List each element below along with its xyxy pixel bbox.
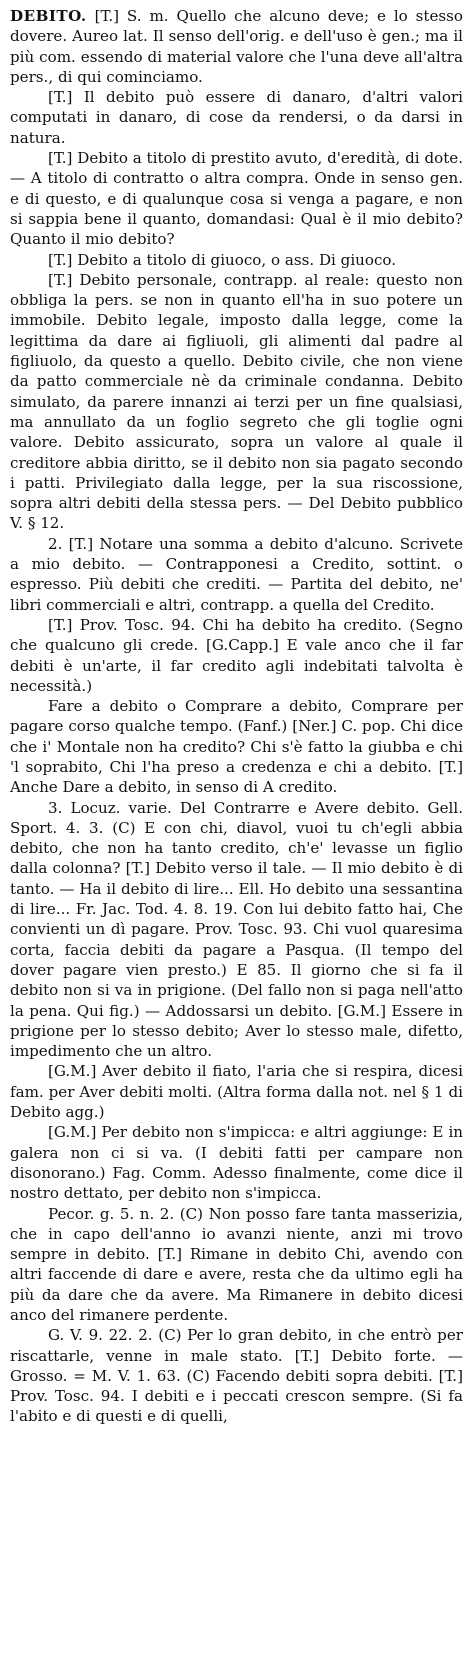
entry-paragraph: [T.] Debito personale, contrapp. al reale: questo non obbliga la pers. se non in quanto ell'ha in suo potere un immobile. Debito legale, imposto dalla legge, come la legittima da dare ai figliuoli, gli alimenti dal padre al figliuolo, da questo a quello. Debito civile, che non viene da patto commerciale nè da criminale condanna. Debito simulato, da parere innanzi ai terzi per un fine qualsiasi, ma annullato da un foglio segreto che gli toglie ogni valore. Debito assicurato, sopra un valore al quale il creditore abbia diritto, se il debito non sia pagato secondo i patti. Privilegiato dalla legge, per la sua riscossione, sopra altri debiti della stessa pers. — Del Debito pubblico V. § 12.: [10, 270, 463, 533]
entry-lead-text: [T.] S. m. Quello che alcuno deve; e lo stesso dovere. Aureo lat. Il senso dell'orig. e dell'uso è gen.; ma il più com. essendo di material valore che l'una deve all'altra pers., di qui cominciamo.: [10, 7, 463, 86]
entry-paragraph: [T.] Prov. Tosc. 94. Chi ha debito ha credito. (Segno che qualcuno gli crede. [G.Capp.] E vale anco che il far debiti è un'arte, il far credito agli indebitati talvolta è necessità.): [10, 615, 463, 695]
entry-paragraph: 2. [T.] Notare una somma a debito d'alcuno. Scrivete a mio debito. — Contrapponesi a Credito, sottint. o espresso. Più debiti che crediti. — Partita del debito, ne' libri commerciali e altri, contrapp. a quella del Credito.: [10, 534, 463, 614]
headword: DEBITO.: [10, 7, 87, 25]
entry-paragraph: [G.M.] Aver debito il fiato, l'aria che si respira, dicesi fam. per Aver debiti molti. (Altra forma dalla not. nel § 1 di Debito agg.): [10, 1062, 463, 1122]
entry-paragraph: [T.] Debito a titolo di prestito avuto, d'eredità, di dote. — A titolo di contratto o altra compra. Onde in senso gen. e di questo, e di qualunque cosa si venga a pagare, e non si sappia bene il quanto, domandasi: Qual è il mio debito? Quanto il mio debito?: [10, 149, 463, 249]
entry-paragraph: Fare a debito o Comprare a debito, Comprare per pagare corso qualche tempo. (Fanf.) [Ner.] C. pop. Chi dice che i' Montale non ha credito? Chi s'è fatto la giubba e chi 'l soprabito, Chi l'ha preso a credenza e chi a debito. [T.] Anche Dare a debito, in senso di A credito.: [10, 697, 463, 797]
entry-paragraph: [G.M.] Per debito non s'impicca: e altri aggiunge: E in galera non ci si va. (I debiti fatti per campare non disonorano.) Fag. Comm. Adesso finalmente, come dice il nostro dettato, per debito non s'impicca.: [10, 1123, 463, 1203]
entry-paragraph: 3. Locuz. varie. Del Contrarre e Avere debito. Gell. Sport. 4. 3. (C) E con chi, diavol, vuoi tu ch'egli abbia debito, che non ha tanto credito, ch'e' levasse un figlio dalla colonna? [T.] Debito verso il tale. — Il mio debito è di tanto. — Ha il debito di lire... Ell. Ho debito una sessantina di lire... Fr. Jac. Tod. 4. 8. 19. Con lui debito fatto hai, Che convienti un dì pagare. Prov. Tosc. 93. Chi vuol quaresima corta, faccia debiti da pagare a Pasqua. (Il tempo del dover pagare vien presto.) E 85. Il giorno che si fa il debito non si va in prigione. (Del fallo non si paga nell'atto la pena. Qui fig.) — Addossarsi un debito. [G.M.] Essere in prigione per lo stesso debito; Aver lo stesso male, difetto, impedimento che un altro.: [10, 798, 463, 1061]
entry-paragraph-lead: [10, 6, 463, 87]
entry-paragraph: [T.] Il debito può essere di danaro, d'altri valori computati in danaro, di cose da rendersi, o da darsi in natura.: [10, 88, 463, 147]
entry-paragraph: Pecor. g. 5. n. 2. (C) Non posso fare tanta masserizia, che in capo dell'anno io avanzi niente, anzi mi trovo sempre in debito. [T.] Rimane in debito Chi, avendo con altri faccende di dare e avere, resta che da ultimo egli ha più da dare che da avere. Ma Rimanere in debito dicesi anco del rimanere perdente.: [10, 1204, 463, 1324]
entry-paragraph: G. V. 9. 22. 2. (C) Per lo gran debito, in che entrò per riscattarle, venne in male stato. [T.] Debito forte. — Grosso. = M. V. 1. 63. (C) Facendo debiti sopra debiti. [T.] Prov. Tosc. 94. I debiti e i peccati crescon sempre. (Si fa l'abito e di questi e di quelli,: [10, 1326, 463, 1426]
entry-paragraph: [T.] Debito a titolo di giuoco, o ass. Di giuoco.: [48, 250, 397, 269]
